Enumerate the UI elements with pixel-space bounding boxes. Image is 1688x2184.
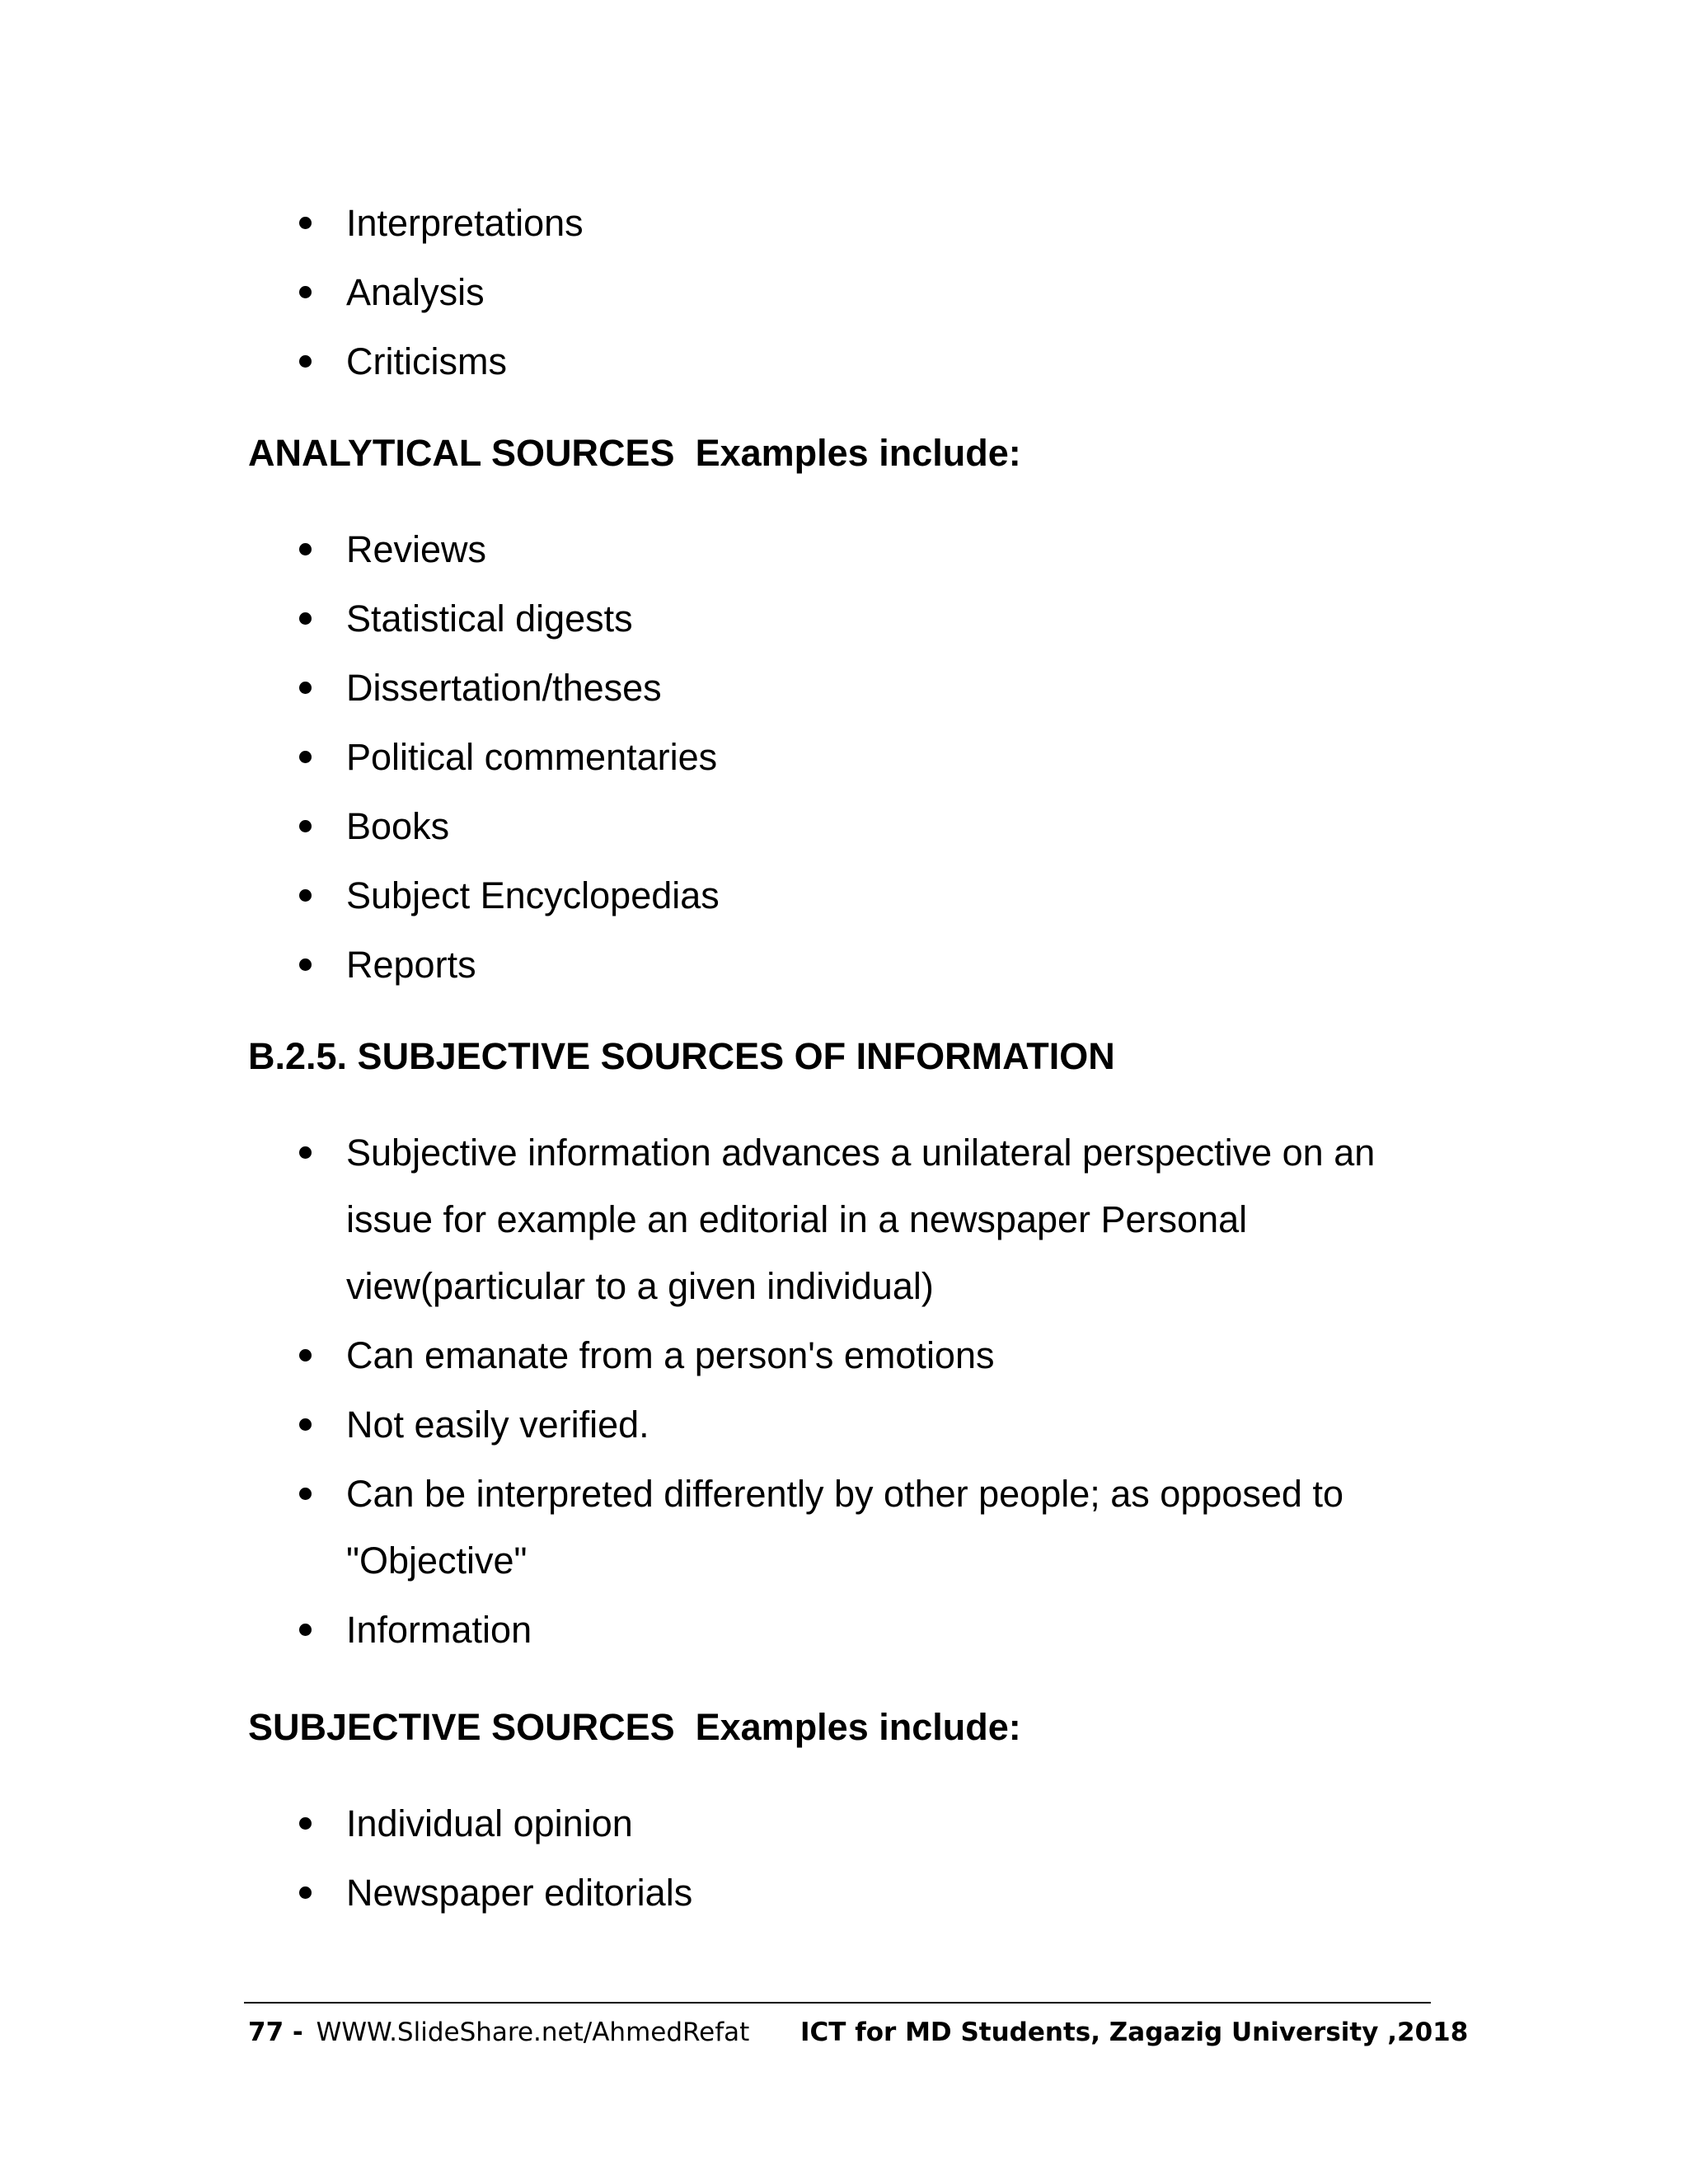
list-item-text: Not easily verified. [346,1404,649,1446]
list-item [0,516,1409,583]
bullet-icon [299,682,312,694]
section-heading: B.2.5. SUBJECTIVE SOURCES OF INFORMATION [248,1035,1115,1077]
list-item-text: Analysis [346,271,485,313]
list-item [0,328,1409,395]
bullet-icon [299,820,312,832]
list-item [0,1460,1409,1594]
page-footer [248,2012,1469,2053]
footer-site-link: WWW.SlideShare.net/AhmedRefat [316,2018,750,2047]
list-item-text: Can emanate from a person's emotions [346,1334,995,1376]
list-item-text: Can be interpreted differently by other people; as opposed to "Objective" [346,1473,1343,1582]
interpretations-list [0,190,1484,397]
bullet-icon [299,1146,312,1159]
list-item [0,259,1409,326]
list-item [0,931,1409,998]
bullet-icon [299,889,312,902]
list-item [0,1391,1409,1458]
bullet-icon [299,543,312,555]
list-item [0,793,1409,860]
list-item-text: Political commentaries [346,736,718,778]
subjective-sources-heading: SUBJECTIVE SOURCES Examples include: [248,1706,1021,1748]
list-item-text: Criticisms [346,340,507,382]
bullet-icon [299,751,312,763]
bullet-icon [299,1418,312,1431]
list-item-text: Newspaper editorials [346,1872,693,1914]
list-item [0,1596,1409,1663]
list-item-text: Dissertation/theses [346,667,662,709]
bullet-icon [299,612,312,625]
list-item-text: Interpretations [346,202,584,244]
bullet-icon [299,1488,312,1500]
bullet-icon [299,217,312,229]
list-item-text: Reports [346,944,476,986]
analytical-sources-list [0,516,1484,1001]
subjective-sources-list [0,1790,1484,1929]
list-item [0,1859,1409,1926]
analytical-sources-heading: ANALYTICAL SOURCES Examples include: [248,432,1021,474]
list-item [0,1790,1409,1857]
bullet-icon [299,1886,312,1899]
list-item-text: Statistical digests [346,598,633,640]
bullet-icon [299,1817,312,1830]
list-item-text: Individual opinion [346,1802,633,1844]
bullet-icon [299,958,312,971]
list-item [0,1119,1409,1319]
bullet-icon [299,1349,312,1361]
list-item [0,1322,1409,1389]
list-item [0,654,1409,721]
list-item-text: Subject Encyclopedias [346,874,720,916]
subjective-info-list [0,1119,1484,1666]
list-item-text: Books [346,805,450,847]
bullet-icon [299,1624,312,1636]
list-item [0,862,1409,929]
bullet-icon [299,355,312,368]
list-item [0,585,1409,652]
footer-divider [244,2002,1431,2004]
list-item-text: Subjective information advances a unilateral perspective on an issue for example an editorial in a newspaper Personal view(particular to a given individual) [346,1132,1376,1307]
footer-course-title: ICT for MD Students, Zagazig University ,2018 [800,2018,1469,2047]
list-item-text: Information [346,1609,532,1651]
page-number: 77 - [248,2018,303,2047]
list-item-text: Reviews [346,528,487,570]
list-item [0,724,1409,790]
bullet-icon [299,286,312,298]
list-item [0,190,1409,256]
